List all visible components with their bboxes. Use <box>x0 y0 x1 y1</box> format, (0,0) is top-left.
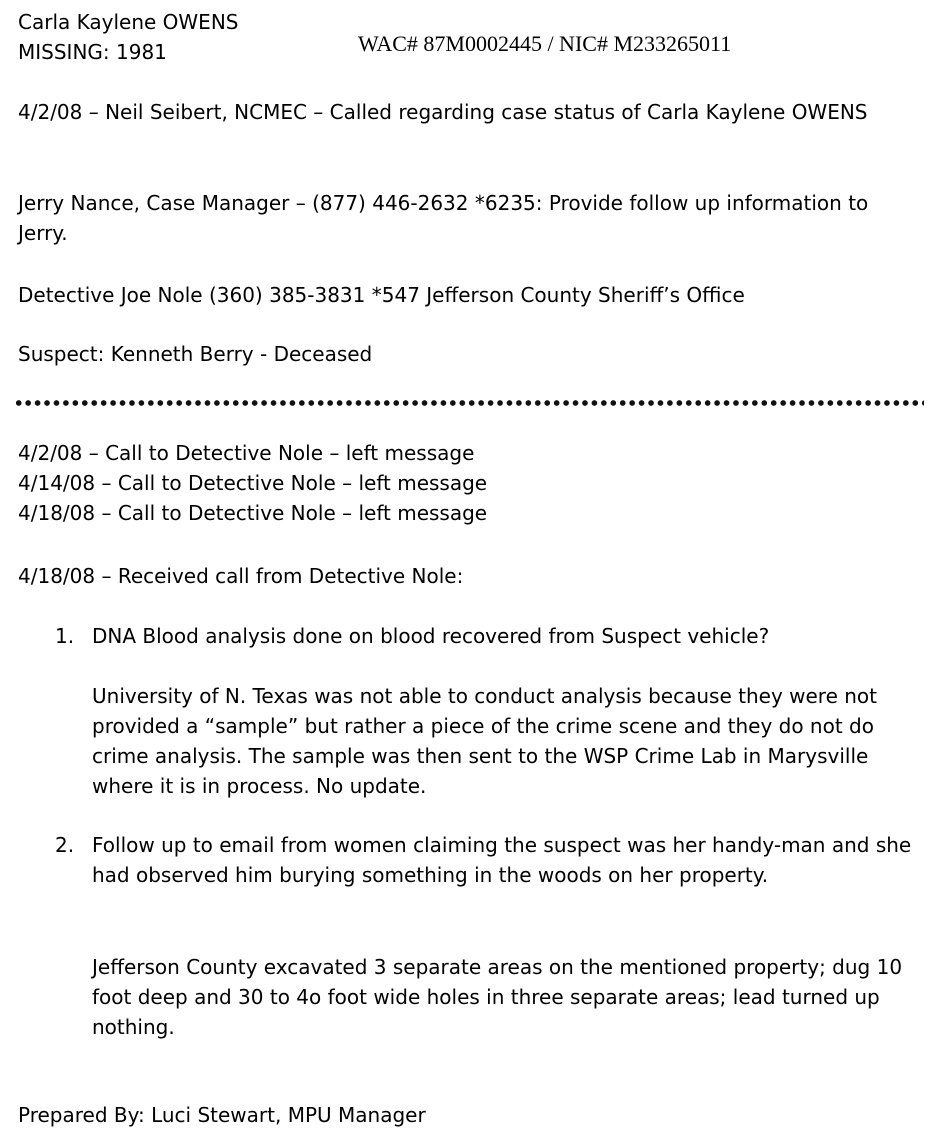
item-number: 1. <box>55 624 75 648</box>
detective-contact-entry: Detective Joe Nole (360) 385-3831 *547 Jefferson County Sheriff’s Office <box>18 283 745 307</box>
received-call-entry: 4/18/08 – Received call from Detective Nole: <box>18 564 464 588</box>
prepared-by: Prepared By: Luci Stewart, MPU Manager <box>18 1103 426 1127</box>
suspect-entry: Suspect: Kenneth Berry - Deceased <box>18 342 373 366</box>
item-question: DNA Blood analysis done on blood recovered from Suspect vehicle? <box>92 624 770 648</box>
ncmec-call-entry: 4/2/08 – Neil Seibert, NCMEC – Called regarding case status of Carla Kaylene OWENS <box>18 100 868 124</box>
dotted-divider <box>14 400 924 406</box>
subject-name: Carla Kaylene OWENS <box>18 10 239 34</box>
call-log-item: 4/18/08 – Call to Detective Nole – left message <box>18 501 488 525</box>
case-manager-entry: Jerry Nance, Case Manager – (877) 446-2632 *6235: Provide follow up information to Jerry. <box>18 191 869 245</box>
missing-year: MISSING: 1981 <box>18 40 167 64</box>
case-numbers: WAC# 87M0002445 / NIC# M233265011 <box>358 31 732 56</box>
call-log <box>18 438 487 528</box>
call-log-item: 4/2/08 – Call to Detective Nole – left message <box>18 441 475 465</box>
call-log-item: 4/14/08 – Call to Detective Nole – left message <box>18 471 488 495</box>
item-number: 2. <box>55 833 75 857</box>
item-answer: Jefferson County excavated 3 separate areas on the mentioned property; dug 10 foot deep and 30 to 4o foot wide holes in three separate areas; lead turned up nothing. <box>92 955 903 1039</box>
item-answer: University of N. Texas was not able to conduct analysis because they were not provided a “sample” but rather a piece of the crime scene and they do not do crime analysis. The sample was then sent to the WSP Crime Lab in Marysville where it is in process. No update. <box>92 684 877 798</box>
item-question: Follow up to email from women claiming the suspect was her handy-man and she had observed him burying something in the woods on her property. <box>92 833 912 887</box>
